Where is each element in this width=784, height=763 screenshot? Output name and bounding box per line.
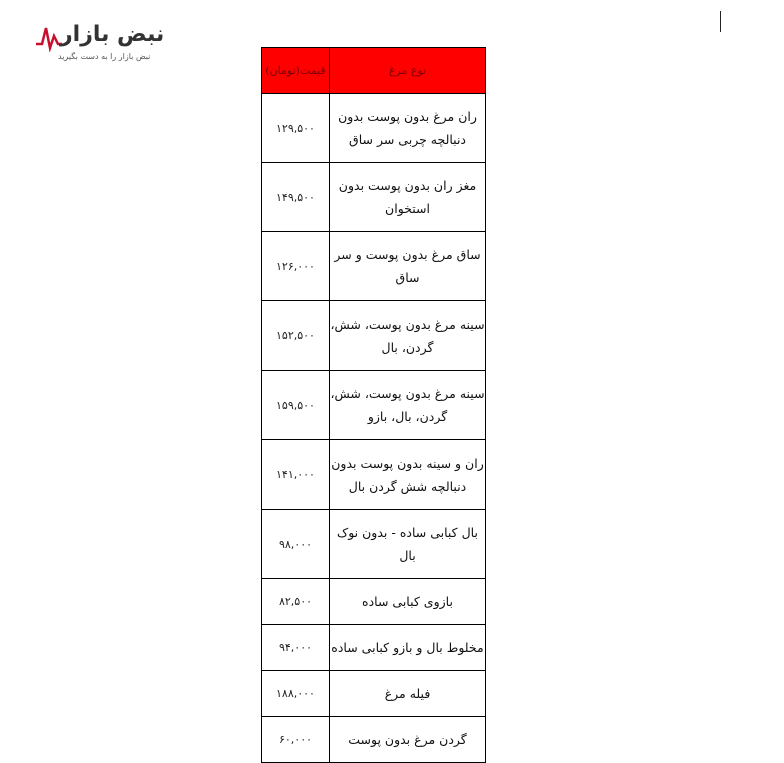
item-type: سینه مرغ بدون پوست، شش، گردن، بال: [330, 301, 486, 371]
site-logo[interactable]: [36, 22, 165, 66]
logo-tagline: نبض بازار را به دست بگیرید: [58, 52, 151, 61]
item-type: ران مرغ بدون پوست بدون دنبالچه چربی سر ساق: [330, 94, 486, 163]
table-row: [262, 510, 486, 579]
chicken-price-table: [261, 47, 486, 763]
item-price: ۱۴۹,۵۰۰: [262, 163, 330, 232]
item-price: ۱۴۱,۰۰۰: [262, 440, 330, 510]
table-row: [262, 301, 486, 371]
table-row: [262, 232, 486, 301]
item-price: ۱۲۹,۵۰۰: [262, 94, 330, 163]
item-type: بازوی کبابی ساده: [330, 579, 486, 625]
item-price: ۱۲۶,۰۰۰: [262, 232, 330, 301]
table-row: [262, 94, 486, 163]
header-price: قیمت(تومان): [262, 48, 330, 94]
item-type: ساق مرغ بدون پوست و سر ساق: [330, 232, 486, 301]
item-price: ۱۵۲,۵۰۰: [262, 301, 330, 371]
item-type: فیله مرغ: [330, 671, 486, 717]
item-type: ران و سینه بدون پوست بدون دنبالچه شش گردن بال: [330, 440, 486, 510]
table-row: [262, 717, 486, 763]
table-row: [262, 625, 486, 671]
table-row: [262, 440, 486, 510]
item-type: سینه مرغ بدون پوست، شش، گردن، بال، بازو: [330, 371, 486, 440]
item-price: ۸۲,۵۰۰: [262, 579, 330, 625]
item-price: ۹۴,۰۰۰: [262, 625, 330, 671]
item-price: ۱۸۸,۰۰۰: [262, 671, 330, 717]
item-type: مغز ران بدون پوست بدون استخوان: [330, 163, 486, 232]
item-type: گردن مرغ بدون پوست: [330, 717, 486, 763]
table-row: [262, 371, 486, 440]
table-row: [262, 579, 486, 625]
table-row: [262, 163, 486, 232]
item-price: ۹۸,۰۰۰: [262, 510, 330, 579]
header-type: نوع مرغ: [330, 48, 486, 94]
divider-line: [720, 11, 721, 32]
pulse-line-icon: [36, 24, 62, 52]
table-row: [262, 671, 486, 717]
logo-name: نبض بازار: [60, 22, 165, 47]
item-type: مخلوط بال و بازو کبابی ساده: [330, 625, 486, 671]
item-type: بال کبابی ساده - بدون نوک بال: [330, 510, 486, 579]
item-price: ۱۵۹,۵۰۰: [262, 371, 330, 440]
table-header-row: [262, 48, 486, 94]
item-price: ۶۰,۰۰۰: [262, 717, 330, 763]
